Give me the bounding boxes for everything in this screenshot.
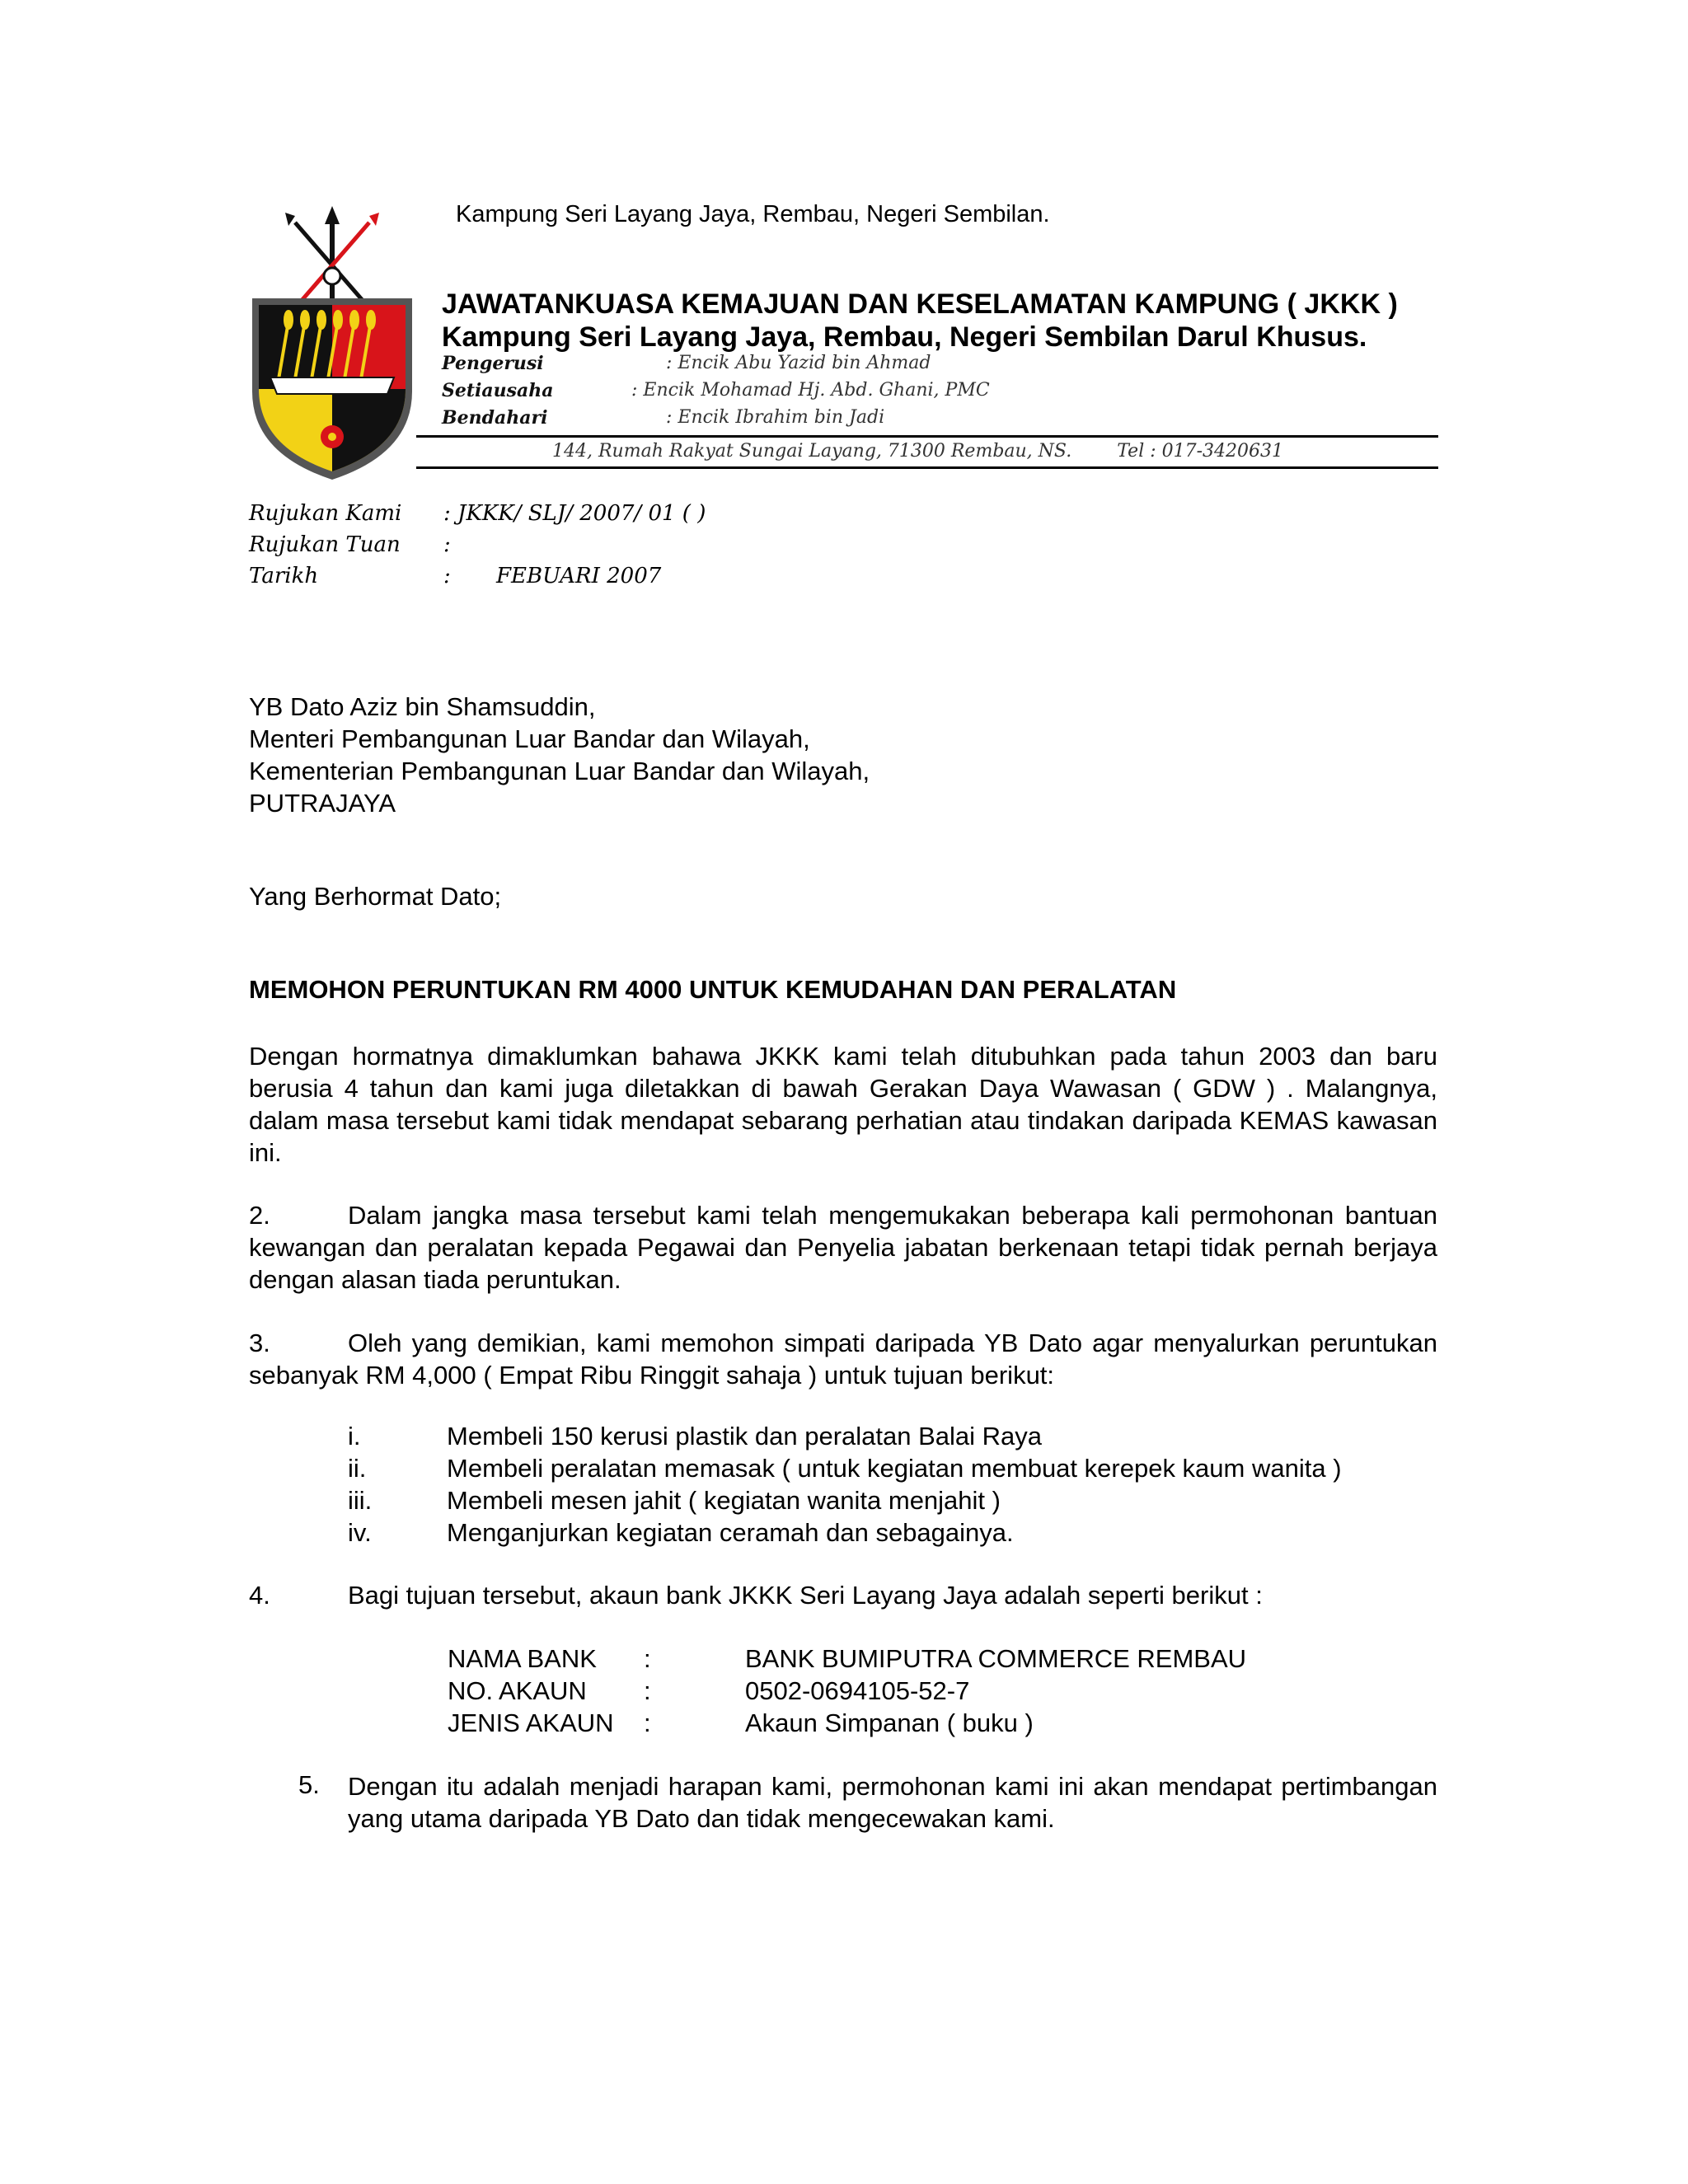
date-value: FEBUARI 2007	[496, 564, 662, 588]
list-item-text: Membeli 150 kerusi plastik dan peralatan Balai Raya	[447, 1422, 1043, 1451]
org-name: JAWATANKUASA KEMAJUAN DAN KESELAMATAN KAMPUNG ( JKKK )	[442, 288, 1398, 320]
officer-role: Pengerusi	[442, 353, 544, 374]
date-colon: :	[443, 564, 451, 588]
recipient-line: YB Dato Aziz bin Shamsuddin,	[249, 692, 596, 721]
our-reference	[249, 501, 991, 531]
your-reference	[249, 532, 991, 562]
paragraph-number: 4.	[249, 1581, 270, 1610]
list-item-number: ii.	[348, 1454, 367, 1483]
paragraph-5-number: 5.	[298, 1770, 320, 1799]
list-item-number: i.	[348, 1422, 361, 1451]
paragraph-text: Dalam jangka masa tersebut kami telah mengemukakan beberapa kali permohonan bantuan kewangan dan peralatan kepada Pegawai dan Penyelia jabatan berkenaan tetapi tidak pernah berjaya dengan alasan tiada peruntukan.	[249, 1201, 1437, 1294]
letter-date	[249, 564, 991, 593]
list-item-text: Membeli mesen jahit ( kegiatan wanita menjahit )	[447, 1486, 1001, 1515]
recipient-block	[249, 691, 870, 819]
org-telephone: Tel : 017-3420631	[1117, 441, 1284, 462]
officer-name: : Encik Mohamad Hj. Abd. Ghani, PMC	[631, 380, 990, 401]
recipient-line: Kementerian Pembangunan Luar Bandar dan Wilayah,	[249, 757, 870, 785]
header-divider-top	[416, 435, 1438, 438]
bank-label: JENIS AKAUN	[448, 1708, 614, 1737]
bank-colon: :	[644, 1676, 651, 1705]
list-item-number: iv.	[348, 1518, 372, 1547]
officer-secretary	[442, 380, 1019, 406]
officer-role: Bendahari	[442, 407, 548, 429]
salutation: Yang Berhormat Dato;	[249, 882, 502, 911]
bank-value: Akaun Simpanan ( buku )	[745, 1708, 1034, 1737]
date-label: Tarikh	[249, 564, 319, 588]
header-address-line	[552, 441, 1283, 462]
bank-value: BANK BUMIPUTRA COMMERCE REMBAU	[745, 1644, 1247, 1673]
list-item-text: Menganjurkan kegiatan ceramah dan sebagainya.	[447, 1518, 1014, 1547]
list-item-number: iii.	[348, 1486, 373, 1515]
list-item-text: Membeli peralatan memasak ( untuk kegiatan membuat kerepek kaum wanita )	[447, 1454, 1342, 1483]
org-place: Kampung Seri Layang Jaya, Rembau, Negeri Sembilan Darul Khusus.	[442, 321, 1367, 353]
org-address: 144, Rumah Rakyat Sungai Layang, 71300 Rembau, NS.	[552, 441, 1072, 462]
bank-value: 0502-0694105-52-7	[745, 1676, 970, 1705]
recipient-line: PUTRAJAYA	[249, 789, 396, 818]
paragraph-2	[249, 1199, 1437, 1296]
officer-name: : Encik Abu Yazid bin Ahmad	[666, 353, 931, 373]
our-ref-label: Rujukan Kami	[249, 501, 402, 526]
bank-colon: :	[644, 1708, 651, 1737]
paragraph-number: 3.	[249, 1329, 270, 1357]
officer-chairman	[442, 353, 1019, 379]
crest-scroll	[270, 377, 394, 394]
your-ref-label: Rujukan Tuan	[249, 532, 401, 557]
state-crest-logo	[246, 206, 419, 482]
bank-colon: :	[644, 1644, 651, 1673]
paragraph-5: Dengan itu adalah menjadi harapan kami, permohonan kami ini akan mendapat pertimbangan yang utama daripada YB Dato dan tidak mengecewakan kami.	[348, 1772, 1437, 1833]
bank-label: NAMA BANK	[448, 1644, 597, 1673]
your-ref-value: :	[443, 532, 451, 557]
paragraph-text: Bagi tujuan tersebut, akaun bank JKKK Seri Layang Jaya adalah seperti berikut :	[348, 1581, 1263, 1610]
letter-subject: MEMOHON PERUNTUKAN RM 4000 UNTUK KEMUDAHAN DAN PERALATAN	[249, 975, 1177, 1004]
paragraph-3	[249, 1327, 1437, 1391]
officer-treasurer	[442, 407, 1019, 434]
officer-role: Setiausaha	[442, 380, 554, 401]
header-location: Kampung Seri Layang Jaya, Rembau, Negeri Sembilan.	[456, 201, 1050, 227]
paragraph-number: 2.	[249, 1201, 270, 1230]
header-divider-bottom	[416, 466, 1438, 469]
paragraph-1: Dengan hormatnya dimaklumkan bahawa JKKK kami telah ditubuhkan pada tahun 2003 dan baru berusia 4 tahun dan kami juga diletakkan di bawah Gerakan Daya Wawasan ( GDW ) . Malangnya, dalam masa tersebut kami tidak mendapat sebarang perhatian atau tindakan daripada KEMAS kawasan ini.	[249, 1042, 1437, 1167]
officer-name: : Encik Ibrahim bin Jadi	[666, 407, 885, 428]
bank-label: NO. AKAUN	[448, 1676, 587, 1705]
recipient-line: Menteri Pembangunan Luar Bandar dan Wilayah,	[249, 724, 810, 753]
paragraph-text: Oleh yang demikian, kami memohon simpati daripada YB Dato agar menyalurkan peruntukan sebanyak RM 4,000 ( Empat Ribu Ringgit sahaja ) untuk tujuan berikut:	[249, 1329, 1437, 1390]
our-ref-value: : JKKK/ SLJ/ 2007/ 01 ( )	[443, 501, 706, 526]
